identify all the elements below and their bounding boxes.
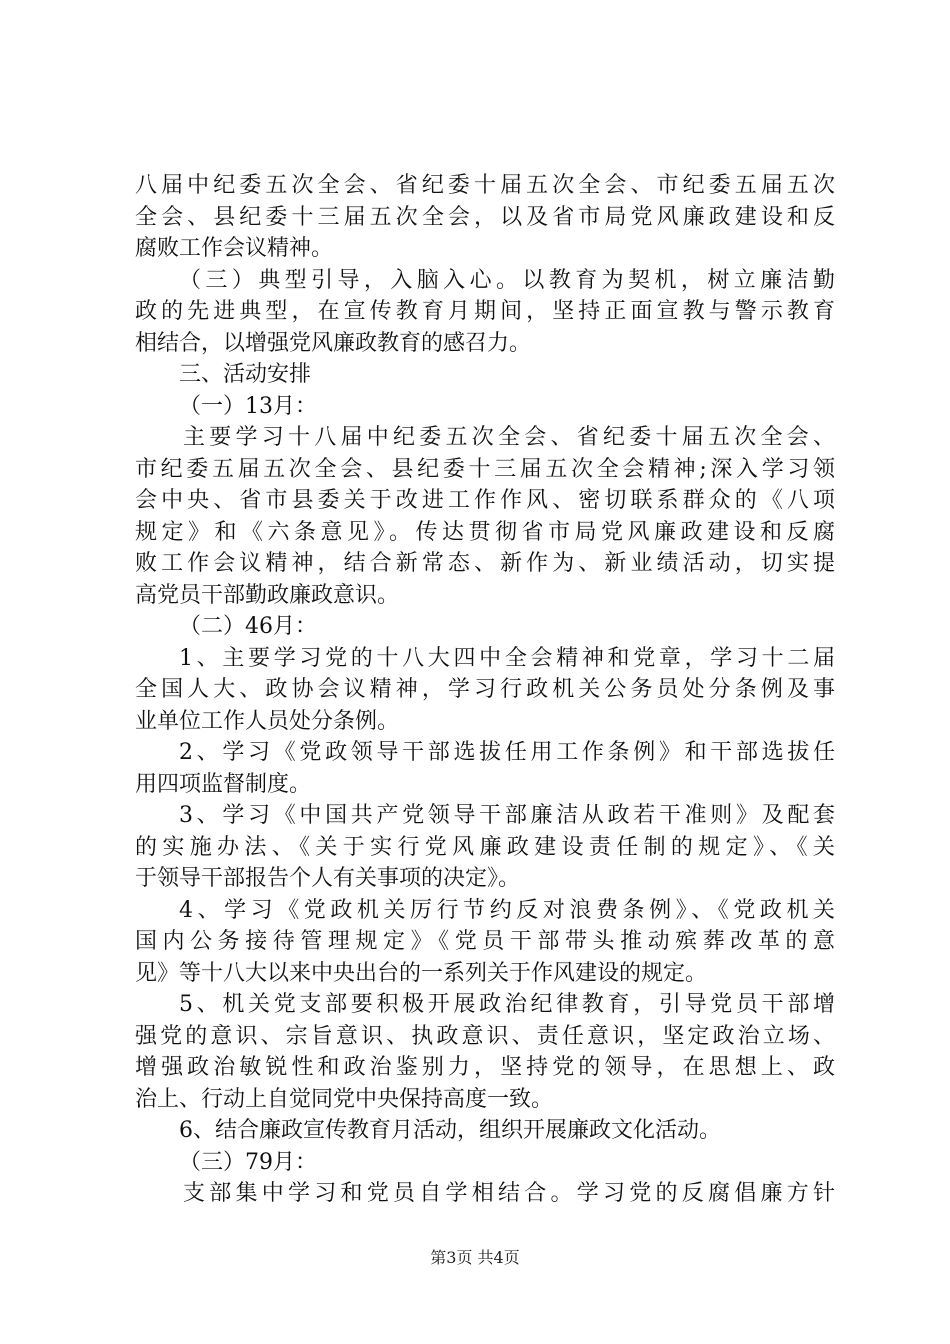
subheading-3: （三）79月： [179,1149,317,1175]
text-line-19: 2、学习《党政领导干部选拔任用工作条例》和干部选拔任 [179,740,835,765]
subheading-1: （一）13月： [179,393,317,419]
text-line-20: 用四项监督制度。 [135,771,312,797]
text-line-2: 全会、县纪委十三届五次全会，以及省市局党风廉政建设和反 [135,204,835,230]
text-line-9: 主要学习十八届中纪委五次全会、省纪委十届五次全会、 [183,425,835,450]
text-line-17: 全国人大、政协会议精神，学习行政机关公务员处分条例及事 [135,677,835,702]
text-line-24: 4、学习《党政机关厉行节约反对浪费条例》、《党政机关 [179,897,835,923]
text-line-16: 1、主要学习党的十八大四中全会精神和党章，学习十二届 [179,645,835,671]
text-line-25: 国内公务接待管理规定》《党员干部带头推动殡葬改革的意 [135,929,835,954]
text-line-13: 败工作会议精神，结合新常态、新作为、新业绩活动，切实提 [135,551,835,576]
text-line-14: 高党员干部勤政廉政意识。 [135,582,400,608]
text-line-33: 支部集中学习和党员自学相结合。学习党的反腐倡廉方针 [183,1181,835,1206]
text-line-31: 6、结合廉政宣传教育月活动，组织开展廉政文化活动。 [179,1118,721,1143]
text-line-23: 于领导干部报告个人有关事项的决定》。 [135,866,521,891]
section-heading: 三、活动安排 [179,362,312,387]
page-number-footer: 第3页 共4页 [430,1248,520,1267]
text-line-12: 规定》和《六条意见》。传达贯彻省市局党风廉政建设和反腐 [135,519,835,545]
text-line-28: 强党的意识、宗旨意识、执政意识、责任意识，坚定政治立场、 [135,1023,835,1049]
text-line-10: 市纪委五届五次全会、县纪委十三届五次全会精神;深入学习领 [135,456,835,482]
text-line-22: 的实施办法、《关于实行党风廉政建设责任制的规定》、《关 [135,834,835,860]
text-line-11: 会中央、省市县委关于改进工作作风、密切联系群众的《八项 [135,488,835,513]
text-line-4: （三）典型引导，入脑入心。以教育为契机，树立廉洁勤 [179,267,835,293]
subheading-2: （二）46月： [179,614,317,639]
text-line-29: 增强政治敏锐性和政治鉴别力，坚持党的领导，在思想上、政 [135,1055,835,1080]
text-line-5: 政的先进典型，在宣传教育月期间，坚持正面宣教与警示教育 [135,299,835,324]
text-line-26: 见》等十八大以来中央出台的一系列关于作风建设的规定。 [135,960,708,986]
text-line-1: 八届中纪委五次全会、省纪委十届五次全会、市纪委五届五次 [135,173,835,198]
text-line-6: 相结合，以增强党风廉政教育的感召力。 [135,330,532,356]
text-line-3: 腐败工作会议精神。 [135,236,334,261]
text-line-21: 3、学习《中国共产党领导干部廉洁从政若干准则》及配套 [179,803,835,828]
text-line-18: 业单位工作人员处分条例。 [135,708,400,734]
text-line-30: 治上、行动上自觉同党中央保持高度一致。 [135,1086,554,1112]
text-line-27: 5、机关党支部要积极开展政治纪律教育，引导党员干部增 [179,992,835,1017]
document-body [135,170,835,1210]
